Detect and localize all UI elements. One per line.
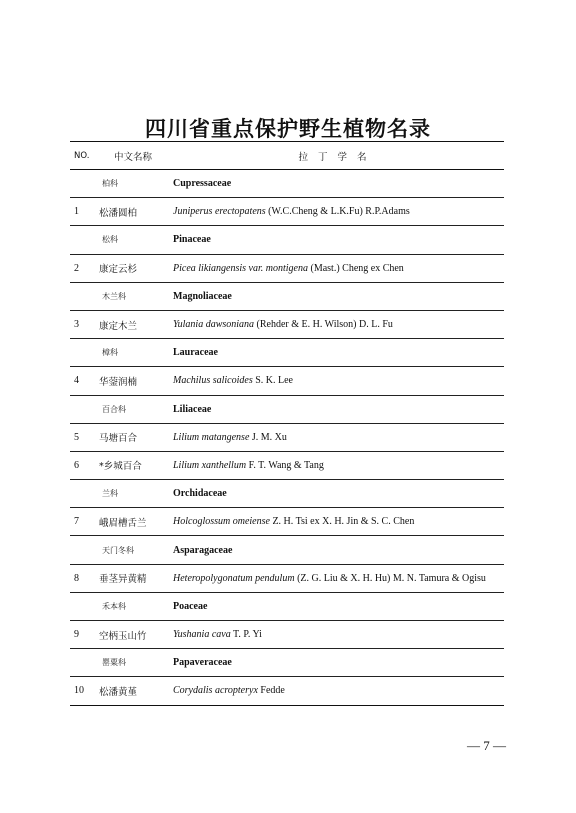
species-authority: (Rehder & E. H. Wilson) D. L. Fu xyxy=(254,319,393,331)
species-latin-name xyxy=(171,423,504,451)
species-authority: (W.C.Cheng & L.K.Fu) R.P.Adams xyxy=(265,206,410,218)
species-epithet: Yushania cava xyxy=(173,629,231,641)
family-latin-name: Asparagaceae xyxy=(171,536,504,564)
species-latin-name xyxy=(171,367,504,395)
species-chinese-name: 空柄玉山竹 xyxy=(96,621,171,649)
page-number: — 7 — xyxy=(467,738,506,753)
table-row-species xyxy=(70,198,504,226)
table-row-family xyxy=(70,480,504,508)
species-epithet: Corydalis acropteryx xyxy=(173,685,258,697)
species-authority: Fedde xyxy=(257,685,285,697)
table-row-species xyxy=(70,367,504,395)
species-number: 3 xyxy=(70,310,96,338)
species-epithet: Yulania dawsoniana xyxy=(173,319,255,331)
table-header-row xyxy=(70,142,504,170)
species-number: 7 xyxy=(70,508,96,536)
family-latin-name: Pinaceae xyxy=(171,226,504,254)
species-authority: (Mast.) Cheng ex Chen xyxy=(307,262,404,274)
family-latin-name: Magnoliaceae xyxy=(171,282,504,310)
species-chinese-name: 马塘百合 xyxy=(96,423,171,451)
species-authority: F. T. Wang & Tang xyxy=(246,459,324,471)
species-epithet: Holcoglossum omeiense xyxy=(173,516,270,528)
species-latin-name xyxy=(171,310,504,338)
family-chinese-name: 天门冬科 xyxy=(96,536,171,564)
family-chinese-name: 百合科 xyxy=(96,395,171,423)
species-chinese-name: 松潘圆柏 xyxy=(96,198,171,226)
family-chinese-name: 柏科 xyxy=(96,170,171,198)
family-chinese-name: 禾本科 xyxy=(96,592,171,620)
family-chinese-name: 罂粟科 xyxy=(96,649,171,677)
species-chinese-name: 康定云杉 xyxy=(96,254,171,282)
species-chinese-name: 康定木兰 xyxy=(96,310,171,338)
family-latin-name: Cupressaceae xyxy=(171,170,504,198)
family-chinese-name: 木兰科 xyxy=(96,282,171,310)
species-epithet: Heteropolygonatum pendulum xyxy=(173,572,295,584)
table-row-species xyxy=(70,310,504,338)
table-row-family xyxy=(70,592,504,620)
species-number: 8 xyxy=(70,564,96,592)
table-row-species xyxy=(70,423,504,451)
plant-list-table xyxy=(70,141,504,706)
table-row-species xyxy=(70,254,504,282)
table-row-family xyxy=(70,536,504,564)
species-chinese-name: 松潘黄堇 xyxy=(96,677,171,705)
species-epithet: Lilium xanthellum xyxy=(173,459,247,471)
table-row-family xyxy=(70,226,504,254)
species-chinese-name: 垂茎异黄精 xyxy=(96,564,171,592)
table-row-species xyxy=(70,677,504,705)
table-row-family xyxy=(70,395,504,423)
species-authority: T. P. Yi xyxy=(230,629,262,641)
table-row-species xyxy=(70,564,504,592)
family-latin-name: Poaceae xyxy=(171,592,504,620)
species-number: 9 xyxy=(70,621,96,649)
column-header-no: NO. xyxy=(70,142,96,170)
species-chinese-name: 华蓥润楠 xyxy=(96,367,171,395)
species-epithet: Juniperus erectopatens xyxy=(173,206,266,218)
species-epithet: Machilus salicoides xyxy=(173,375,253,387)
species-number: 2 xyxy=(70,254,96,282)
table-row-species xyxy=(70,508,504,536)
species-latin-name xyxy=(171,254,504,282)
species-authority: Z. H. Tsi ex X. H. Jin & S. C. Chen xyxy=(269,516,415,528)
species-latin-name xyxy=(171,508,504,536)
species-authority: J. M. Xu xyxy=(249,431,287,443)
species-authority: S. K. Lee xyxy=(252,375,293,387)
species-epithet: Lilium matangense xyxy=(173,431,250,443)
family-latin-name: Orchidaceae xyxy=(171,480,504,508)
species-chinese-name: 峨眉槽舌兰 xyxy=(96,508,171,536)
species-latin-name xyxy=(171,198,504,226)
species-latin-name xyxy=(171,677,504,705)
family-chinese-name: 樟科 xyxy=(96,339,171,367)
species-number: 1 xyxy=(70,198,96,226)
species-latin-name xyxy=(171,621,504,649)
column-header-latin-name: 拉丁学名 xyxy=(171,142,504,170)
species-number: 5 xyxy=(70,423,96,451)
family-latin-name: Liliaceae xyxy=(171,395,504,423)
species-number: 4 xyxy=(70,367,96,395)
species-chinese-name: *乡城百合 xyxy=(96,451,171,479)
species-number: 10 xyxy=(70,677,96,705)
table-row-family xyxy=(70,649,504,677)
table-row-family xyxy=(70,339,504,367)
family-latin-name: Lauraceae xyxy=(171,339,504,367)
species-latin-name xyxy=(171,564,504,592)
species-authority: (Z. G. Liu & X. H. Hu) M. N. Tamura & Ogisu xyxy=(294,572,486,584)
family-latin-name: Papaveraceae xyxy=(171,649,504,677)
table-row-family xyxy=(70,282,504,310)
species-number: 6 xyxy=(70,451,96,479)
species-epithet: Picea likiangensis var. montigena xyxy=(173,262,308,274)
table-row-species xyxy=(70,621,504,649)
species-latin-name xyxy=(171,451,504,479)
family-chinese-name: 松科 xyxy=(96,226,171,254)
table-row-species xyxy=(70,451,504,479)
column-header-chinese-name: 中文名称 xyxy=(96,142,171,170)
table-row-family xyxy=(70,170,504,198)
family-chinese-name: 兰科 xyxy=(96,480,171,508)
page-title: 四川省重点保护野生植物名录 xyxy=(145,116,431,141)
